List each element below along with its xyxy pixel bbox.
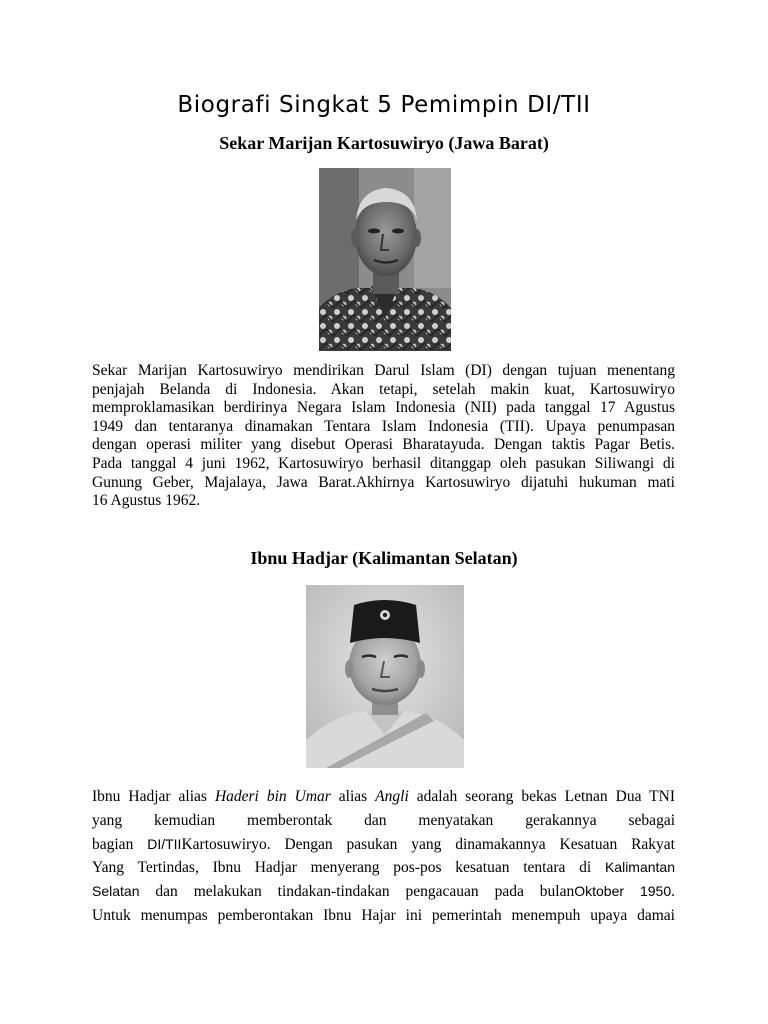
paragraph-line: penjajah Belanda di Indonesia. Akan tetapi, setelah makin kuat, Kartosuwiryo [92, 380, 675, 398]
paragraph-ibnu-hadjar [92, 785, 675, 928]
portrait-photo-ibnu-hadjar [306, 585, 464, 768]
paragraph-kartosuwiryo [92, 362, 675, 511]
paragraph-line: 16 Agustus 1962. [92, 492, 201, 510]
paragraph-line: memproklamasikan berdirinya Negara Islam Indonesia (NII) pada tanggal 17 Agustus [92, 399, 675, 417]
link-kalimantan[interactable]: Kalimantan [604, 859, 675, 876]
alias-name: Haderi bin Umar [214, 788, 331, 805]
paragraph-line: bagian DI/TIIKartosuwiryo. Dengan pasukan yang dinamakannya Kesatuan Rakyat [92, 835, 675, 853]
paragraph-line: yang kemudian memberontak dan menyatakan gerakannya sebagai [92, 811, 675, 829]
paragraph-line: Ibnu Hadjar alias Haderi bin Umar alias Angli adalah seorang bekas Letnan Dua TNI [92, 788, 675, 805]
section-heading-ibnu-hadjar: Ibnu Hadjar (Kalimantan Selatan) [250, 548, 518, 568]
portrait-photo-kartosuwiryo [319, 168, 451, 351]
link-selatan[interactable]: Selatan [92, 883, 140, 900]
paragraph-line: dengan operasi militer yang disebut Operasi Bharatayuda. Dengan taktis Pagar Betis. [92, 436, 675, 454]
paragraph-line: Yang Tertindas, Ibnu Hadjar menyerang pos-pos kesatuan tentara di Kalimantan [92, 859, 675, 877]
link-oktober-1950[interactable]: Oktober 1950 [574, 883, 672, 900]
paragraph-line: Sekar Marijan Kartosuwiryo mendirikan Darul Islam (DI) dengan tujuan menentang [92, 362, 675, 379]
paragraph-line: Pada tanggal 4 juni 1962, Kartosuwiryo berhasil ditanggap oleh pasukan Siliwangi di [92, 454, 675, 472]
document-title: Biografi Singkat 5 Pemimpin DI/TII [177, 92, 591, 118]
alias-name: Angli [375, 788, 409, 805]
link-di-tii[interactable]: DI/TII [147, 835, 182, 852]
paragraph-line: 1949 dan tentaranya dinamakan Tentara Islam Indonesia (TII). Upaya penumpasan [92, 417, 675, 435]
paragraph-line: Untuk menumpas pemberontakan Ibnu Hajar ini pemerintah menempuh upaya damai [92, 906, 675, 924]
section-heading-kartosuwiryo: Sekar Marijan Kartosuwiryo (Jawa Barat) [219, 133, 549, 153]
paragraph-line: Gunung Geber, Majalaya, Jawa Barat.Akhirnya Kartosuwiryo dijatuhi hukuman mati [92, 473, 675, 491]
paragraph-line: Selatan dan melakukan tindakan-tindakan pengacauan pada bulanOktober 1950. [92, 883, 675, 901]
